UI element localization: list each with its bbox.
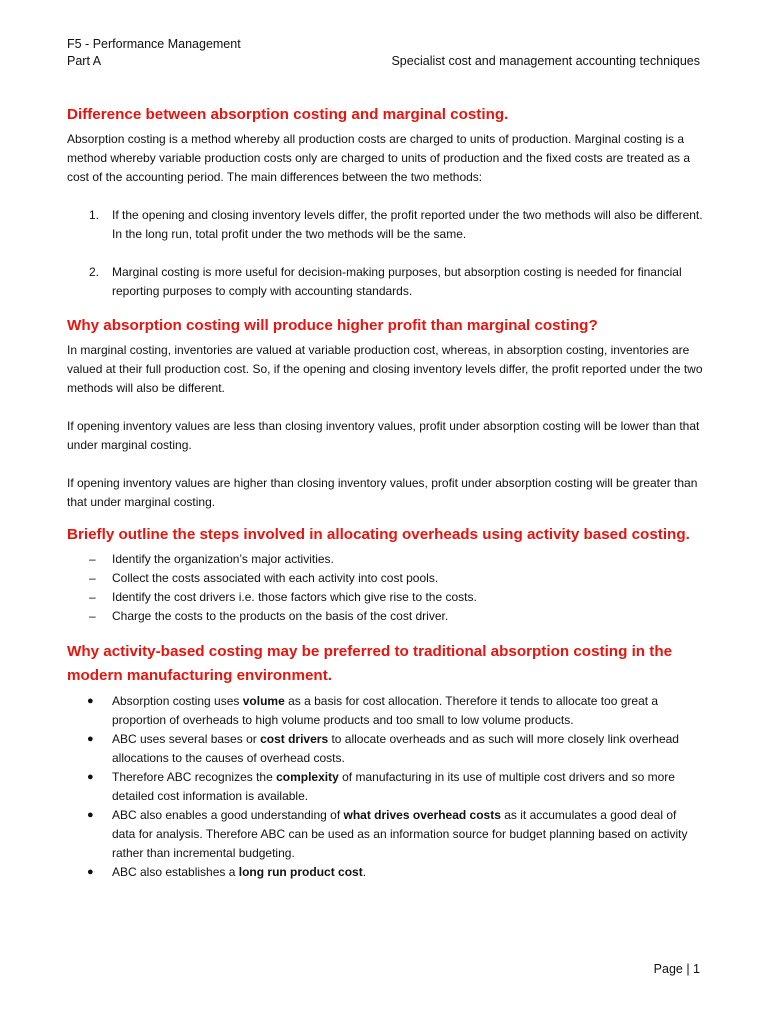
list-item-text: Collect the costs associated with each activity into cost pools.	[112, 571, 439, 585]
list-item-post: as a basis for cost allocation. Therefore it tends to allocate too great a proportion of overheads to high volume products and too small to low volume products.	[112, 694, 659, 727]
list-item-emphasis: long run product cost	[238, 865, 363, 879]
list-item-emphasis: what drives overhead costs	[343, 808, 501, 822]
bullet-marker: ●	[87, 733, 94, 745]
list-item-post: of manufacturing in its use of multiple cost drivers and so more detailed cost information is available.	[112, 770, 675, 803]
list-item-text: If the opening and closing inventory levels differ, the profit reported under the two methods will also be different. In the long run, total profit under the two methods will be the same.	[112, 208, 703, 241]
list-item-pre: Therefore ABC recognizes the	[112, 770, 277, 784]
list-item	[67, 588, 703, 607]
document-body	[67, 104, 703, 882]
list-item-text: Identify the cost drivers i.e. those factors which give rise to the costs.	[112, 590, 477, 604]
list-item-pre: ABC also enables a good understanding of	[112, 808, 344, 822]
bullet-marker: ●	[87, 695, 94, 707]
list-number: 2.	[89, 265, 100, 279]
list-item	[67, 863, 703, 882]
list-number: 1.	[89, 208, 100, 222]
list-item-emphasis: volume	[242, 694, 285, 708]
section-heading-abc-preferred: Why activity-based costing may be preferred to traditional absorption costing in the modern manufacturing environment.	[67, 643, 673, 684]
list-item-post: as it accumulates a good deal of data for analysis. Therefore ABC can be used as an information source for budget planning based on activity rather than incremental budgeting.	[112, 808, 688, 860]
paragraph: If opening inventory values are less than closing inventory values, profit under absorption costing will be lower than that under marginal costing.	[67, 419, 700, 452]
list-item	[67, 550, 703, 569]
list-item	[67, 730, 703, 768]
paragraph: If opening inventory values are higher than closing inventory values, profit under absorption costing will be greater than that under marginal costing.	[67, 476, 698, 509]
bullet-marker: ●	[87, 866, 94, 878]
list-item	[67, 569, 703, 588]
list-item-emphasis: complexity	[276, 770, 339, 784]
section-intro: Absorption costing is a method whereby all production costs are charged to units of production. Marginal costing is a method whereby variable production costs only are charged to units of production and the fixed costs are treated as a cost of the accounting period. The main differences between the two methods:	[67, 132, 691, 184]
list-item-text: Identify the organization’s major activities.	[112, 552, 334, 566]
abc-reasons-list	[67, 692, 703, 882]
list-item-post: to allocate overheads and as such will more closely link overhead allocations to the causes of overhead costs.	[112, 732, 679, 765]
section-heading-absorption-vs-marginal: Difference between absorption costing and marginal costing.	[67, 106, 509, 123]
list-item	[67, 263, 703, 301]
list-item	[67, 692, 703, 730]
section-heading-abc-steps: Briefly outline the steps involved in allocating overheads using activity based costing.	[67, 526, 690, 543]
differences-list	[67, 206, 703, 301]
paragraph: In marginal costing, inventories are valued at variable production cost, whereas, in absorption costing, inventories are valued at their full production cost. So, if the opening and closing inventory levels differ, the profit reported under the two methods will also be different.	[67, 343, 703, 395]
list-item	[67, 607, 703, 626]
list-item-post: .	[362, 865, 367, 879]
header-course-title: F5 - Performance Management	[67, 37, 241, 51]
section-heading-higher-profit: Why absorption costing will produce higher profit than marginal costing?	[67, 317, 598, 334]
bullet-marker: ●	[87, 771, 94, 783]
list-item	[67, 206, 703, 244]
bullet-marker: ●	[87, 809, 94, 821]
dash-marker: –	[89, 552, 96, 566]
list-item-text: Marginal costing is more useful for decision-making purposes, but absorption costing is needed for financial reporting purposes to comply with accounting standards.	[112, 265, 682, 298]
header-topic: Specialist cost and management accounting techniques	[391, 54, 700, 68]
list-item	[67, 806, 703, 863]
dash-marker: –	[89, 571, 96, 585]
list-item-pre: Absorption costing uses	[112, 694, 243, 708]
header-part: Part A	[67, 54, 102, 68]
dash-marker: –	[89, 590, 96, 604]
page-number: Page | 1	[653, 962, 700, 976]
list-item	[67, 768, 703, 806]
list-item-emphasis: cost drivers	[260, 732, 329, 746]
list-item-pre: ABC also establishes a	[112, 865, 239, 879]
abc-steps-list	[67, 550, 703, 626]
dash-marker: –	[89, 609, 96, 623]
list-item-text: Charge the costs to the products on the basis of the cost driver.	[112, 609, 449, 623]
list-item-pre: ABC uses several bases or	[112, 732, 261, 746]
